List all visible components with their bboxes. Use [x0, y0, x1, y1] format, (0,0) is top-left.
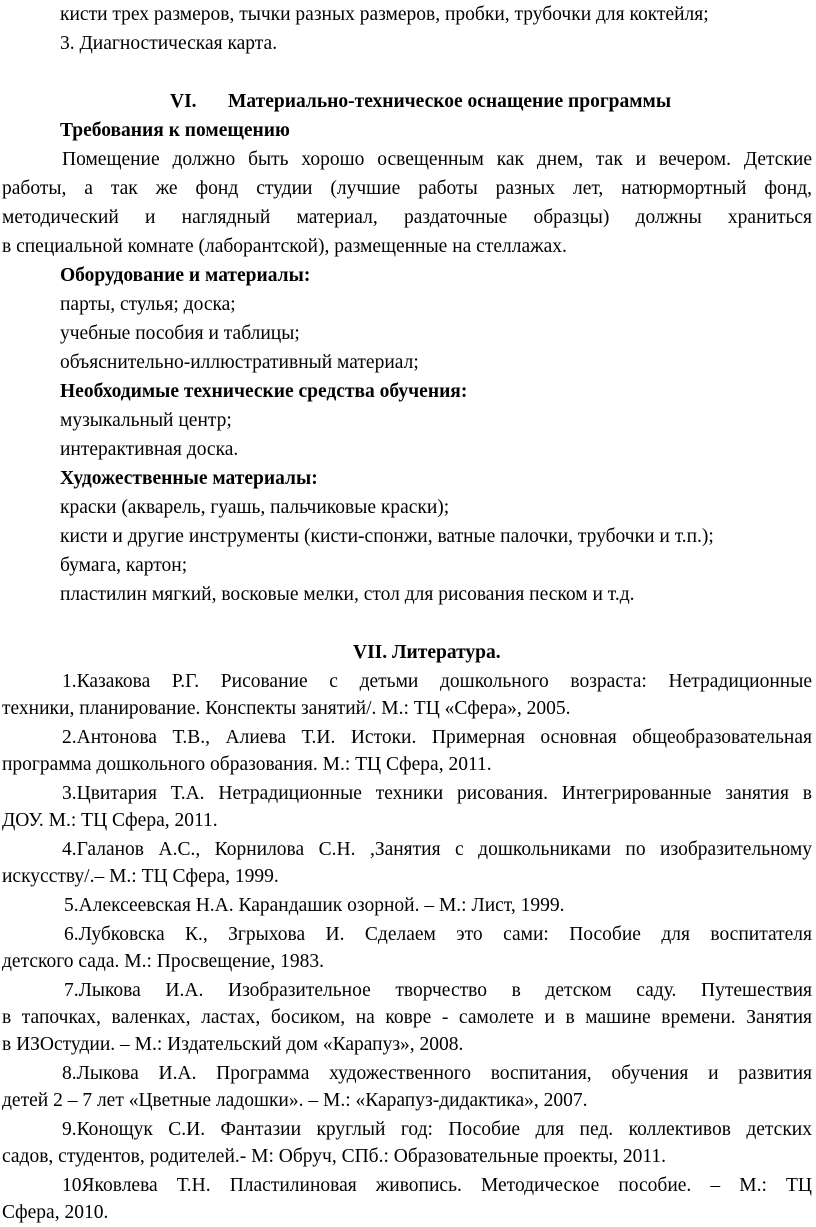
- materials-line: кисти трех размеров, тычки разных размеров, пробки, трубочки для коктейля;: [60, 4, 709, 25]
- reference-line: в ИЗОстудии. – М.: Издательский дом «Карапуз», 2008.: [2, 1034, 464, 1055]
- tech-heading: Необходимые технические средства обучения:: [60, 381, 468, 402]
- reference-line: в тапочках, валенках, ластах, босиком, на ковре - самолете и в машине времени. Занятия: [2, 1007, 812, 1028]
- materials-line: 3. Диагностическая карта.: [60, 33, 278, 54]
- reference-line: 7.Лыкова И.А. Изобразительное творчество в детском саду. Путешествия: [64, 980, 812, 1001]
- reference-line: 9.Конощук С.И. Фантазии круглый год: Пособие для пед. коллективов детских: [62, 1119, 812, 1140]
- reference-line: программа дошкольного образования. М.: ТЦ Сфера, 2011.: [2, 754, 492, 775]
- literature-title: VII. Литература.: [353, 642, 501, 663]
- list-item: объяснительно-иллюстративный материал;: [60, 352, 419, 373]
- section-title: Материально-техническое оснащение программы: [228, 91, 672, 112]
- list-item: пластилин мягкий, восковые мелки, стол для рисования песком и т.д.: [60, 584, 635, 605]
- paragraph-line: работы, а так же фонд студии (лучшие работы разных лет, натюрмортный фонд,: [2, 178, 812, 199]
- reference-line: Сфера, 2010.: [2, 1202, 109, 1223]
- reference-line: 1.Казакова Р.Г. Рисование с детьми дошкольного возраста: Нетрадиционные: [62, 671, 812, 692]
- list-item: интерактивная доска.: [60, 439, 239, 460]
- reference-line: 6.Лубковска К., Згрыхова И. Сделаем это сами: Пособие для воспитателя: [64, 924, 812, 945]
- reference-line: 4.Галанов А.С., Корнилова С.Н. ,Занятия с дошкольниками по изобразительному: [62, 839, 812, 860]
- reference-line: 10Яковлева Т.Н. Пластилиновая живопись. Методическое пособие. – М.: ТЦ: [62, 1175, 812, 1196]
- list-item: парты, стулья; доска;: [60, 294, 236, 315]
- reference-line: искусству/.– М.: ТЦ Сфера, 1999.: [2, 866, 279, 887]
- reference-line: садов, студентов, родителей.- М: Обруч, СПб.: Образовательные проекты, 2011.: [2, 1146, 667, 1167]
- list-item: краски (акварель, гуашь, пальчиковые краски);: [60, 497, 450, 518]
- equipment-heading: Оборудование и материалы:: [60, 265, 311, 286]
- list-item: музыкальный центр;: [60, 410, 232, 431]
- section-number: VI.: [170, 91, 197, 112]
- reference-line: 3.Цвитария Т.А. Нетрадиционные техники рисования. Интегрированные занятия в: [62, 783, 812, 804]
- reference-line: детей 2 – 7 лет «Цветные ладошки». – М.: «Карапуз-дидактика», 2007.: [2, 1090, 588, 1111]
- list-item: учебные пособия и таблицы;: [60, 323, 300, 344]
- paragraph-line: методический и наглядный материал, раздаточные образцы) должны храниться: [2, 207, 812, 228]
- reference-line: ДОУ. М.: ТЦ Сфера, 2011.: [2, 810, 218, 831]
- list-item: бумага, картон;: [60, 555, 188, 576]
- reference-line: 8.Лыкова И.А. Программа художественного воспитания, обучения и развития: [62, 1063, 812, 1084]
- reference-line: детского сада. М.: Просвещение, 1983.: [2, 951, 325, 972]
- paragraph-line: Помещение должно быть хорошо освещенным как днем, так и вечером. Детские: [62, 149, 812, 170]
- reference-line: техники, планирование. Конспекты занятий/. М.: ТЦ «Сфера», 2005.: [2, 698, 571, 719]
- list-item: кисти и другие инструменты (кисти-спонжи, ватные палочки, трубочки и т.п.);: [60, 526, 714, 547]
- paragraph-line: в специальной комнате (лаборантской), размещенные на стеллажах.: [2, 236, 567, 257]
- room-heading: Требования к помещению: [60, 120, 290, 141]
- reference-line: 5.Алексеевская Н.А. Карандашик озорной. – М.: Лист, 1999.: [64, 895, 565, 916]
- art-heading: Художественные материалы:: [60, 468, 318, 489]
- reference-line: 2.Антонова Т.В., Алиева Т.И. Истоки. Примерная основная общеобразовательная: [62, 727, 812, 748]
